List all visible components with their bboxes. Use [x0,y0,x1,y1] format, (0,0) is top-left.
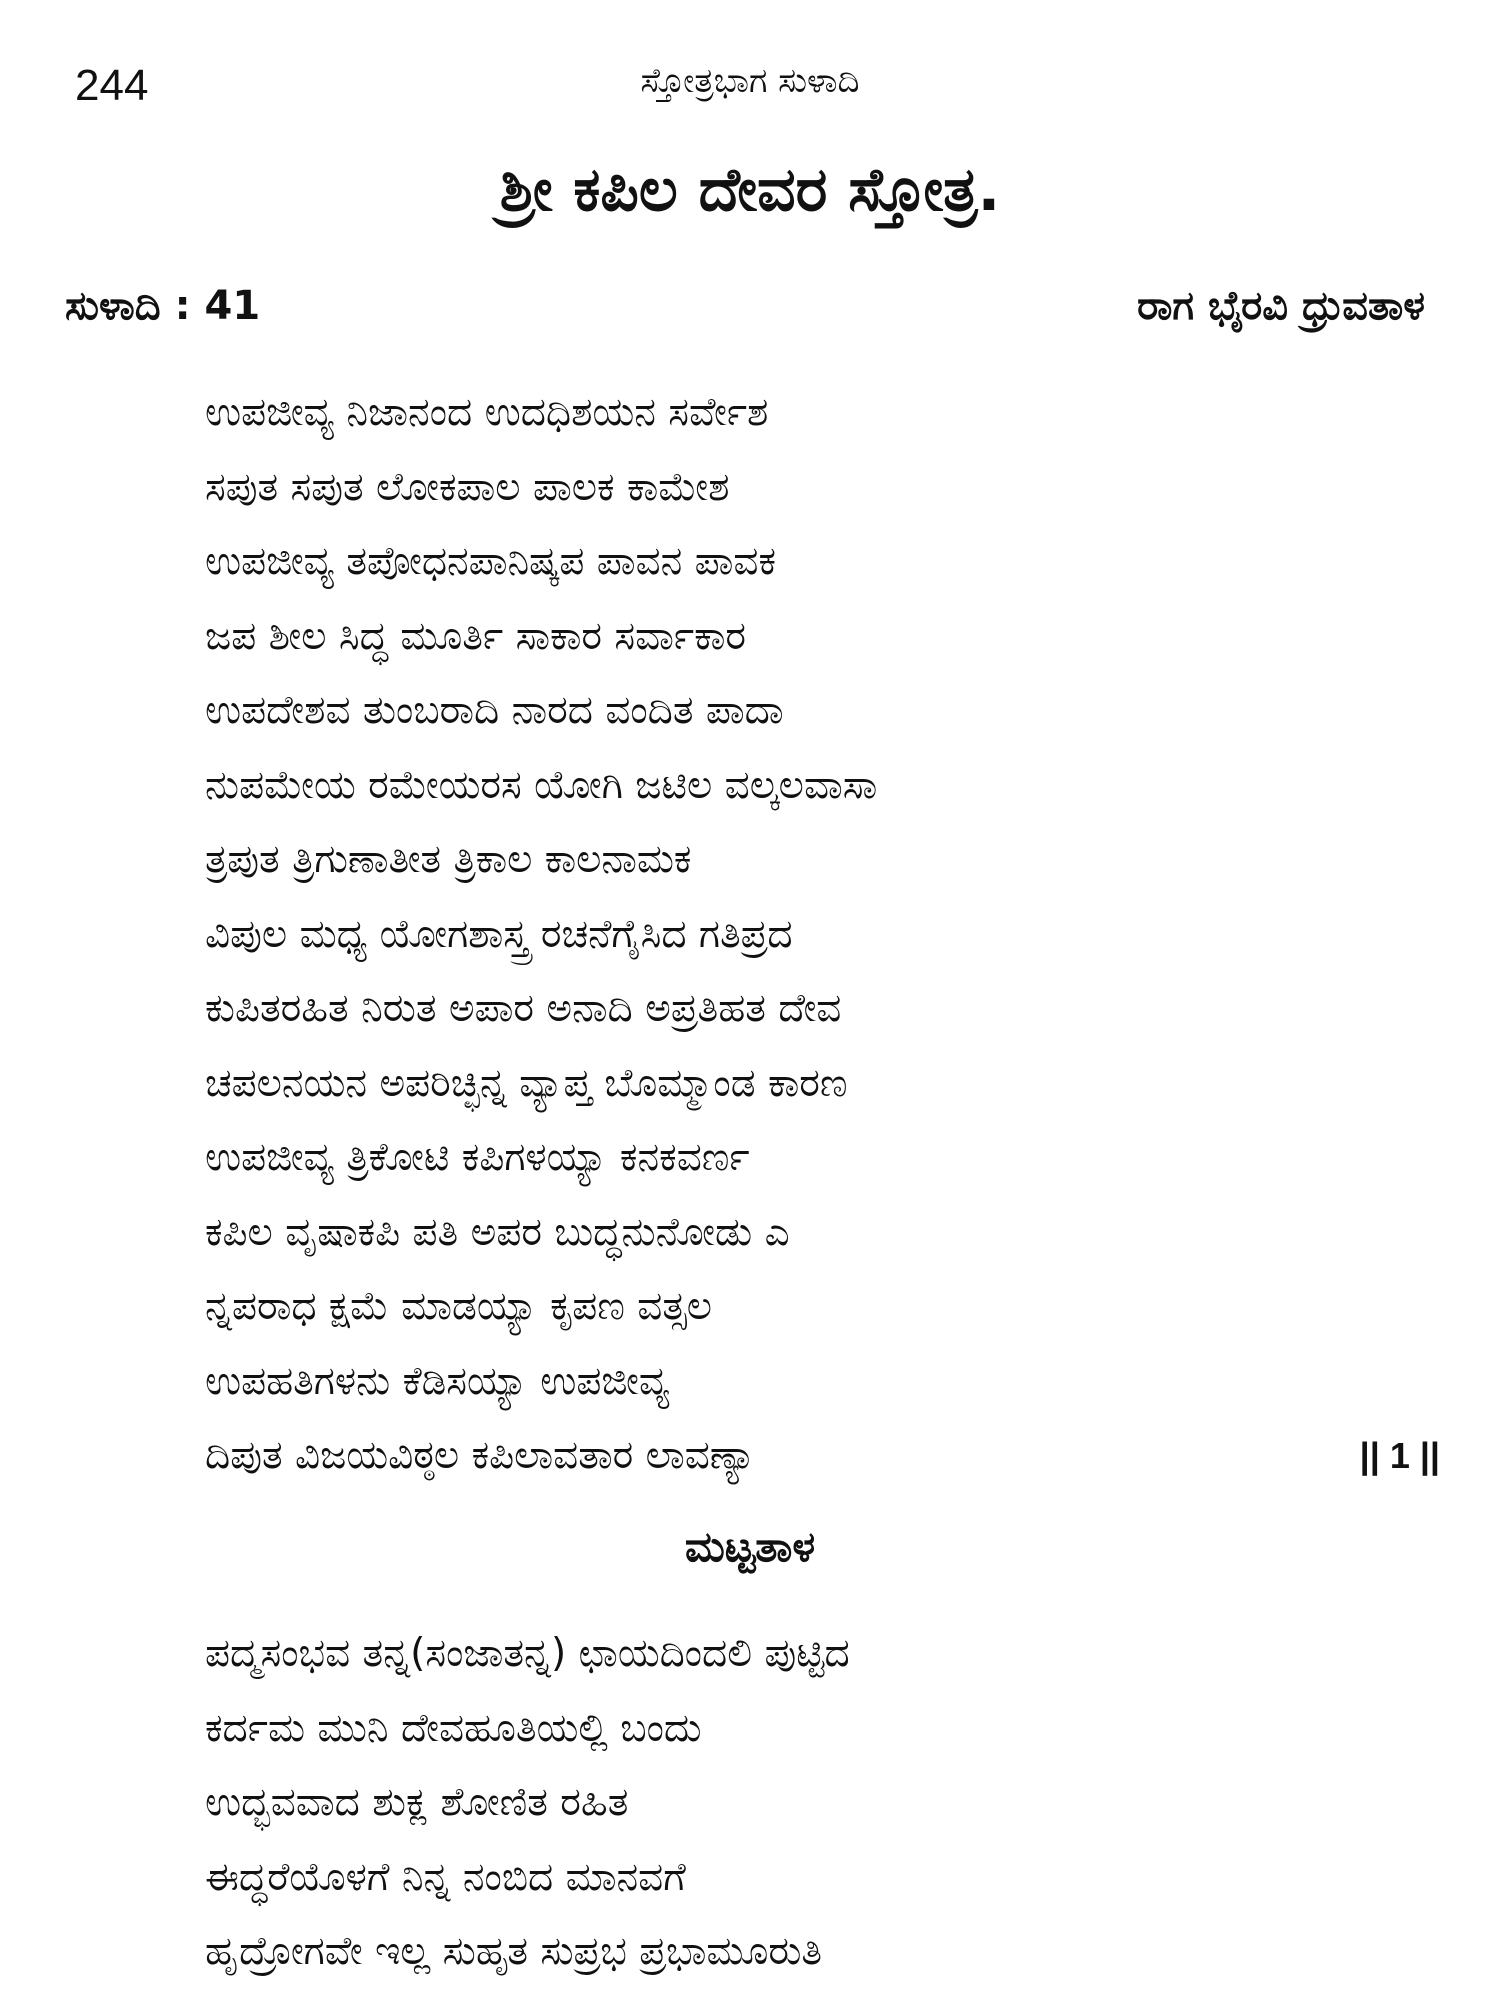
page-number: 244 [75,61,149,110]
verse-line [205,1617,1440,1692]
verse-line [205,1419,1440,1494]
verse-text: ಸಪುತ ಸಪುತ ಲೋಕಪಾಲ ಪಾಲಕ ಕಾಮೇಶ [205,464,730,510]
stanza-2 [205,1617,1440,1990]
verse-line [205,1841,1440,1916]
verse-number-marker: || 1 || [1359,1435,1440,1476]
verse-line [205,600,1440,675]
verse-line [205,674,1440,749]
verse-text: ಉಪಜೀವ್ಯ ತಪೋಧನಪಾನಿಷ್ಕಪ ಪಾವನ ಪಾವಕ [205,539,777,584]
verse-line [205,1270,1440,1345]
sulaadi-number: ಸುಳಾದಿ : 41 [65,283,261,329]
verse-text: ನುಪಮೇಯ ರಮೇಯರಸ ಯೋಗಿ ಜಟಿಲ ವಲ್ಕಲವಾಸಾ [205,762,878,808]
verse-text: ಈದ್ಧರೆಯೊಳಗೆ ನಿನ್ನ ನಂಬಿದ ಮಾನವಗೆ [205,1854,686,1900]
verse-text: ಕುಪಿತರಹಿತ ನಿರುತ ಅಪಾರ ಅನಾದಿ ಅಪ್ರತಿಹತ ದೇವ [205,986,842,1031]
verse-line [205,1766,1440,1841]
verse-text: ಪದ್ಮಸಂಭವ ತನ್ನ(ಸಂಜಾತನ್ನ) ಛಾಯದಿಂದಲಿ ಪುಟ್ಟಿದ [205,1631,850,1676]
verse-text: ಉಪದೇಶವ ತುಂಬರಾದಿ ನಾರದ ವಂದಿತ ಪಾದಾ [205,688,784,733]
verse-line [205,376,1440,451]
verse-text: ಕಪಿಲ ವೃಷಾಕಪಿ ಪತಿ ಅಪರ ಬುದ್ಧನುನೋಡು ಎ [205,1209,790,1255]
verse-line [205,823,1440,898]
stanza-1 [205,376,1440,1494]
verse-line [205,451,1440,526]
verse-line [205,525,1440,600]
verse-line [205,898,1440,973]
verse-text: ಕರ್ದಮ ಮುನಿ ದೇವಹೂತಿಯಲ್ಲಿ ಬಂದು [205,1705,702,1751]
verse-line [205,749,1440,824]
verse-line [205,1692,1440,1767]
verse-line [205,1196,1440,1271]
verse-text: ಹೃದ್ರೋಗವೇ ಇಲ್ಲ ಸುಹೃತ ಸುಪ್ರಭ ಪ್ರಭಾಮೂರುತಿ [205,1929,823,1974]
section-row [65,276,1425,336]
verse-text: ನ್ನಪರಾಧ ಕ್ಷಮೆ ಮಾಡಯ್ಯಾ ಕೃಪಣ ವತ್ಸಲ [205,1284,713,1329]
page-title: ಶ್ರೀ ಕಪಿಲ ದೇವರ ಸ್ತೋತ್ರ. [499,155,1001,225]
tala-heading: ಮಟ್ಟತಾಳ [684,1522,816,1571]
verse-text: ದಿಪುತ ವಿಜಯವಿಠ್ಠಲ ಕಪಿಲಾವತಾರ ಲಾವಣ್ಯಾ [205,1433,756,1478]
verse-text: ಉದ್ಭವವಾದ ಶುಕ್ಲ ಶೋಣಿತ ರಹಿತ [205,1780,629,1825]
verse-text: ಜಪ ಶೀಲ ಸಿದ್ಧ ಮೂರ್ತಿ ಸಾಕಾರ ಸರ್ವಾಕಾರ [205,613,747,659]
verse-line [205,1915,1440,1990]
verse-line [205,1047,1440,1122]
verse-line [205,972,1440,1047]
verse-text: ತ್ರಪುತ ತ್ರಿಗುಣಾತೀತ ತ್ರಿಕಾಲ ಕಾಲನಾಮಕ [205,837,692,882]
verse-text: ಉಪಜೀವ್ಯ ನಿಜಾನಂದ ಉದಧಿಶಯನ ಸರ್ವೇಶ [205,390,769,435]
verse-line [205,1121,1440,1196]
verse-text: ಉಪಜೀವ್ಯ ತ್ರಿಕೋಟಿ ಕಪಿಗಳಯ್ಯಾ ಕನಕವರ್ಣ [205,1135,750,1180]
verse-text: ವಿಪುಲ ಮಧ್ಯ ಯೋಗಶಾಸ್ತ್ರ ರಚನೆಗೈಸಿದ ಗತಿಪ್ರದ [205,911,793,957]
raga-tala: ರಾಗ ಭೈರವಿ ಧ್ರುವತಾಳ [1137,283,1425,329]
running-head: ಸ್ತೋತ್ರಭಾಗ ಸುಳಾದಿ [640,61,860,101]
verse-text: ಉಪಹತಿಗಳನು ಕೆಡಿಸಯ್ಯಾ ಉಪಜೀವ್ಯ [205,1358,670,1404]
verse-text: ಚಪಲನಯನ ಅಪರಿಚ್ಛಿನ್ನ ವ್ಯಾಪ್ತ ಬೊಮ್ಮಾಂಡ ಕಾರಣ [205,1060,848,1106]
verse-line [205,1345,1440,1420]
